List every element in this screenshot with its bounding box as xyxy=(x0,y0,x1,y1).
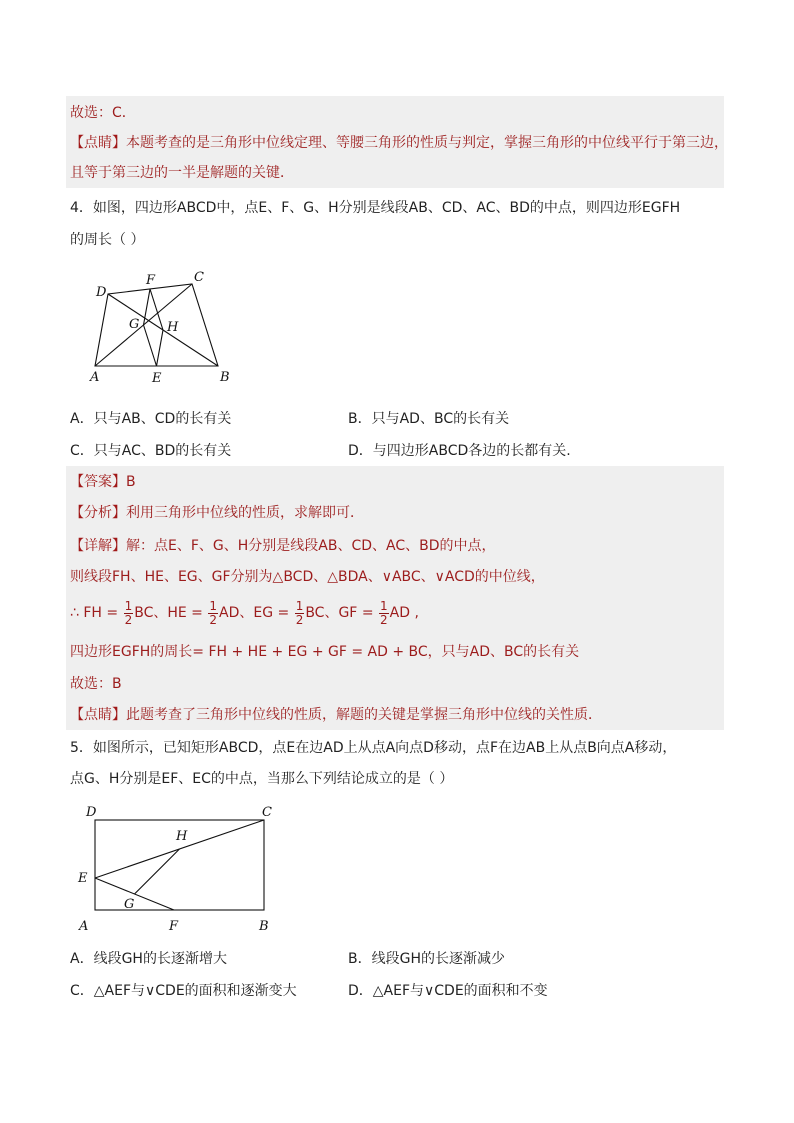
label-C: C xyxy=(194,270,204,285)
q5-option-a[interactable]: A．线段GH的长逐渐增大 xyxy=(70,951,227,967)
q5-option-c[interactable]: C．△AEF与∨CDE的面积和逐渐变大 xyxy=(70,983,297,999)
label-E: E xyxy=(152,371,162,386)
label-H: H xyxy=(167,320,179,335)
q4-answer: 【答案】B xyxy=(70,474,136,490)
q4-option-b[interactable]: B．只与AD、BC的长有关 xyxy=(348,411,510,427)
q4-stem-line1: 4．如图，四边形ABCD中，点E、F、G、H分别是线段AB、CD、AC、BD的中点，则四边形EGFH xyxy=(70,200,681,216)
q4-stem-line2: 的周长（ ） xyxy=(70,232,145,248)
detail-tag: 【详解】 xyxy=(70,538,126,554)
label-E: E xyxy=(78,871,88,886)
q5-stem-line1: 5．如图所示，已知矩形ABCD，点E在边AD上从点A向点D移动，点F在边AB上从点B向点A移动， xyxy=(70,740,677,756)
q3-comment: 【点睛】本题考查的是三角形中位线定理、等腰三角形的性质与判定，掌握三角形的中位线平行于第三边， xyxy=(70,135,728,151)
fraction-half: $\frac{1}{2}$ xyxy=(124,598,133,627)
label-A: A xyxy=(90,370,100,385)
q4-detail-line4: 四边形EGFH的周长= FH + HE + EG + GF = AD + BC，只与AD、BC的长有关 xyxy=(70,644,580,660)
q4-choice: 故选：B xyxy=(70,676,122,692)
comment-tag: 【点睛】 xyxy=(70,707,126,723)
label-D: D xyxy=(86,805,97,820)
q5-stem-line2: 点G、H分别是EF、EC的中点，当那么下列结论成立的是（ ） xyxy=(70,771,454,787)
q5-rectangle-figure xyxy=(76,800,276,935)
label-C: C xyxy=(262,805,272,820)
q5-option-d[interactable]: D．△AEF与∨CDE的面积和不变 xyxy=(348,983,548,999)
label-H: H xyxy=(176,829,188,844)
fraction-half: $\frac{1}{2}$ xyxy=(209,598,217,627)
q3-comment-line2: 且等于第三边的一半是解题的关键． xyxy=(70,165,294,181)
q4-quadrilateral-figure xyxy=(80,268,250,386)
label-F: F xyxy=(146,273,156,288)
q4-analysis: 【分析】利用三角形中位线的性质，求解即可． xyxy=(70,505,364,521)
q4-option-a[interactable]: A．只与AB、CD的长有关 xyxy=(70,411,232,427)
comment-tag: 【点睛】 xyxy=(70,135,126,151)
q5-option-b[interactable]: B．线段GH的长逐渐减少 xyxy=(348,951,505,967)
label-G: G xyxy=(124,897,135,912)
q4-option-d[interactable]: D．与四边形ABCD各边的长都有关. xyxy=(348,443,571,459)
fraction-half: $\frac{1}{2}$ xyxy=(380,598,388,627)
q4-detail-line2: 则线段FH、HE、EG、GF分别为△BCD、△BDA、∨ABC、∨ACD的中位线， xyxy=(70,569,545,585)
q4-option-c[interactable]: C．只与AC、BD的长有关 xyxy=(70,443,232,459)
label-F: F xyxy=(169,919,179,934)
label-B: B xyxy=(220,370,230,385)
q4-detail-line1: 【详解】解：点E、F、G、H分别是线段AB、CD、AC、BD的中点， xyxy=(70,538,496,554)
label-D: D xyxy=(96,285,107,300)
label-A: A xyxy=(79,919,89,934)
label-G: G xyxy=(129,317,140,332)
analysis-tag: 【分析】 xyxy=(70,505,126,521)
q4-detail-line3: ∴ FH = $\frac{1}{2}$ BC、HE = $\frac{1}{2}$ AD、EG = $\frac{1}{2}$ BC、GF = $\frac{1}{2}$ AD , xyxy=(70,598,419,627)
q3-choice: 故选：C． xyxy=(70,105,136,121)
fraction-half: $\frac{1}{2}$ xyxy=(295,598,304,627)
q4-comment: 【点睛】此题考查了三角形中位线的性质，解题的关键是掌握三角形中位线的关性质． xyxy=(70,707,602,723)
label-B: B xyxy=(259,919,269,934)
answer-tag: 【答案】 xyxy=(70,474,126,490)
